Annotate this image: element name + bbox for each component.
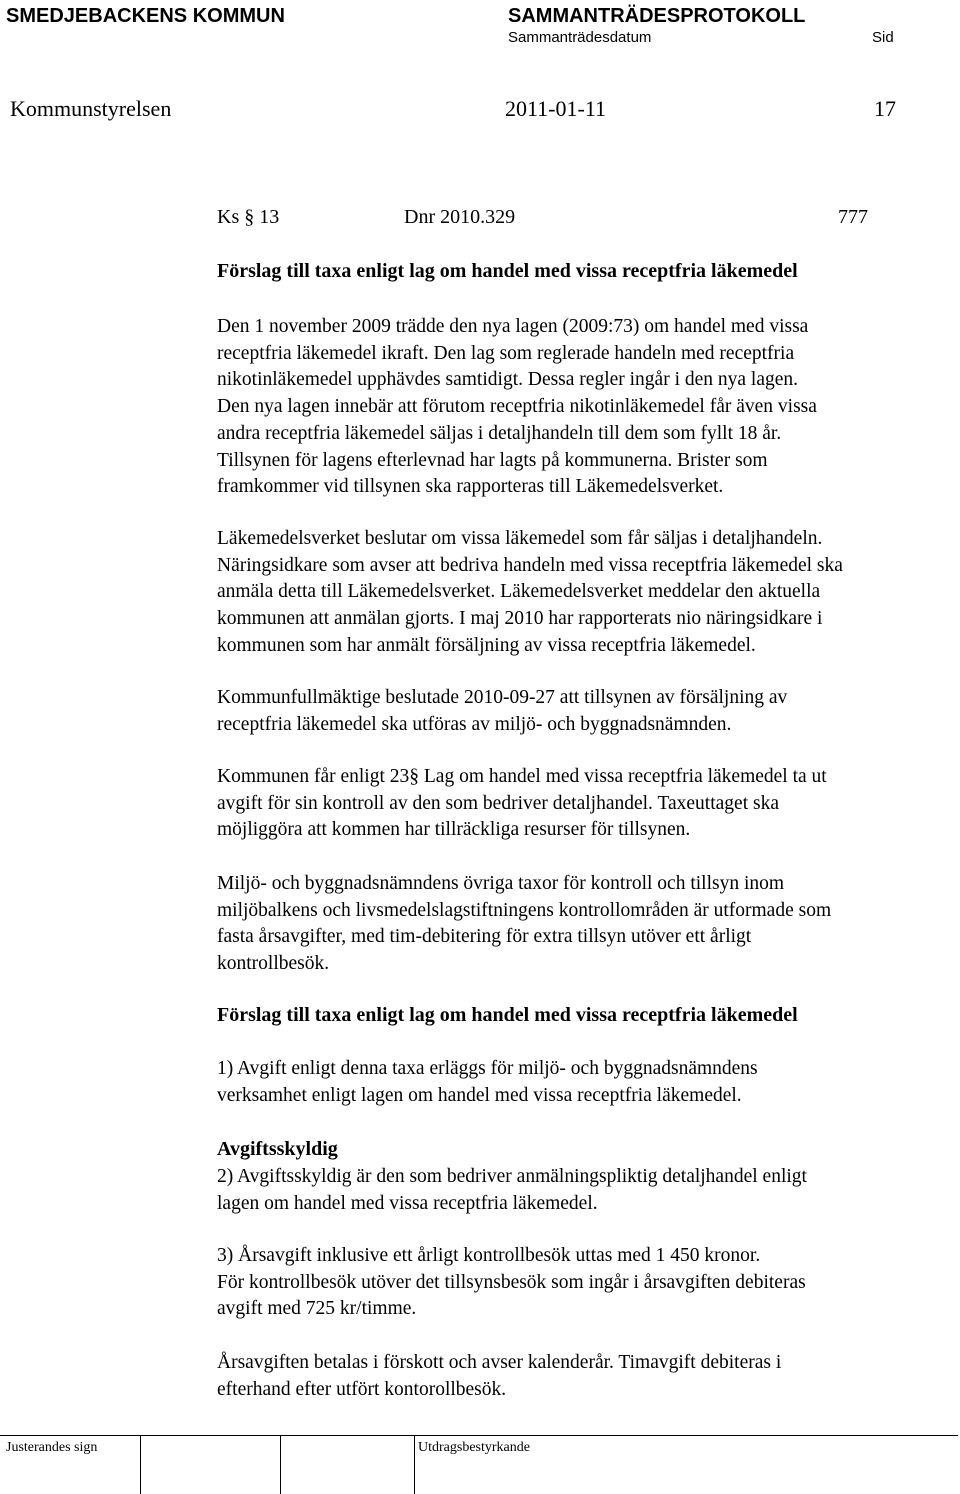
- text-line: verksamhet enligt lagen om handel med vissa receptfria läkemedel.: [217, 1084, 742, 1106]
- text-line: nikotinläkemedel upphävdes samtidigt. Dessa regler ingår i den nya lagen.: [217, 369, 799, 391]
- proposal-heading: Förslag till taxa enligt lag om handel med vissa receptfria läkemedel: [217, 1004, 798, 1026]
- text-line: Miljö- och byggnadsnämndens övriga taxor för kontroll och tillsyn inom: [217, 873, 785, 894]
- paragraph-lakemedelsverket: [217, 526, 960, 660]
- case-number: Ks § 13: [217, 206, 280, 228]
- text-line: fasta årsavgifter, med tim-debitering för extra tillsyn utöver ett årligt: [217, 926, 752, 948]
- proposal-item-2: [217, 1164, 960, 1217]
- paragraph-law-background: [217, 314, 960, 501]
- committee-name: Kommunstyrelsen: [10, 96, 172, 121]
- text-line: Kommunen får enligt 23§ Lag om handel med vissa receptfria läkemedel ta ut: [217, 766, 827, 787]
- footer-divider: [140, 1435, 141, 1494]
- text-line: kontrollbesök.: [217, 953, 330, 975]
- text-line: För kontrollbesök utöver det tillsynsbesök som ingår i årsavgiften debiteras: [217, 1271, 806, 1293]
- text-line: andra receptfria läkemedel säljas i detaljhandeln till dem som fyllt 18 år.: [217, 422, 782, 444]
- text-line: lagen om handel med vissa receptfria läkemedel.: [217, 1192, 598, 1214]
- text-line: miljöbalkens och livsmedelslagstiftningens kontrollområden är utformade som: [217, 899, 832, 921]
- text-line: anmäla detta till Läkemedelsverket. Läkemedelsverket meddelar den aktuella: [217, 581, 821, 603]
- text-line: Läkemedelsverket beslutar om vissa läkemedel som får säljas i detaljhandeln.: [217, 528, 823, 549]
- fee-liability-heading: Avgiftsskyldig: [217, 1138, 338, 1160]
- text-line: möjliggöra att kommen har tillräckliga resurser för tillsynen.: [217, 819, 691, 841]
- document-type: SAMMANTRÄDESPROTOKOLL: [508, 5, 806, 27]
- organization-name: SMEDJEBACKENS KOMMUN: [6, 5, 285, 27]
- page-label: Sid: [872, 29, 894, 46]
- text-line: 2) Avgiftsskyldig är den som bedriver anmälningspliktig detaljhandel enligt: [217, 1166, 807, 1187]
- archive-code: 777: [838, 206, 868, 228]
- proposal-item-3: [217, 1243, 960, 1323]
- signature-label: Justerandes sign: [6, 1440, 98, 1455]
- text-line: receptfria läkemedel ska utföras av miljö- och byggnadsnämnden.: [217, 713, 732, 735]
- footer-top-rule: [0, 1435, 958, 1436]
- text-line: avgift med 725 kr/timme.: [217, 1298, 417, 1320]
- text-line: kommunen att anmälan gjorts. I maj 2010 har rapporterats nio näringsidkare i: [217, 608, 823, 630]
- paragraph-fee-right: [217, 764, 960, 844]
- registry-number: Dnr 2010.329: [404, 206, 516, 228]
- paragraph-other-fees: [217, 871, 960, 978]
- case-title: Förslag till taxa enligt lag om handel med vissa receptfria läkemedel: [217, 260, 798, 282]
- meeting-date: 2011-01-11: [505, 96, 607, 121]
- text-line: kommunen som har anmält försäljning av vissa receptfria läkemedel.: [217, 634, 756, 656]
- page-number: 17: [874, 96, 896, 121]
- text-line: Näringsidkare som avser att bedriva handeln med vissa receptfria läkemedel ska: [217, 554, 843, 576]
- certification-label: Utdragsbestyrkande: [418, 1440, 530, 1455]
- text-line: Den nya lagen innebär att förutom receptfria nikotinläkemedel får även vissa: [217, 396, 817, 418]
- text-line: 1) Avgift enligt denna taxa erläggs för miljö- och byggnadsnämndens: [217, 1058, 758, 1079]
- text-line: receptfria läkemedel ikraft. Den lag som reglerade handeln med receptfria: [217, 342, 795, 364]
- proposal-payment-terms: [217, 1350, 960, 1403]
- text-line: Kommunfullmäktige beslutade 2010-09-27 att tillsynen av försäljning av: [217, 687, 788, 708]
- proposal-item-1: [217, 1056, 960, 1109]
- text-line: framkommer vid tillsynen ska rapporteras till Läkemedelsverket.: [217, 476, 724, 498]
- meeting-date-label: Sammanträdesdatum: [508, 29, 652, 46]
- paragraph-council-decision: [217, 685, 960, 738]
- text-line: efterhand efter utfört kontorollbesök.: [217, 1378, 507, 1400]
- text-line: 3) Årsavgift inklusive ett årligt kontrollbesök uttas med 1 450 kronor.: [217, 1245, 761, 1266]
- footer-divider: [280, 1435, 281, 1494]
- footer-divider: [414, 1435, 415, 1494]
- text-line: Årsavgiften betalas i förskott och avser kalenderår. Timavgift debiteras i: [217, 1352, 782, 1373]
- text-line: Tillsynen för lagens efterlevnad har lagts på kommunerna. Brister som: [217, 449, 768, 471]
- text-line: avgift för sin kontroll av den som bedriver detaljhandel. Taxeuttaget ska: [217, 792, 779, 814]
- text-line: Den 1 november 2009 trädde den nya lagen (2009:73) om handel med vissa: [217, 316, 809, 337]
